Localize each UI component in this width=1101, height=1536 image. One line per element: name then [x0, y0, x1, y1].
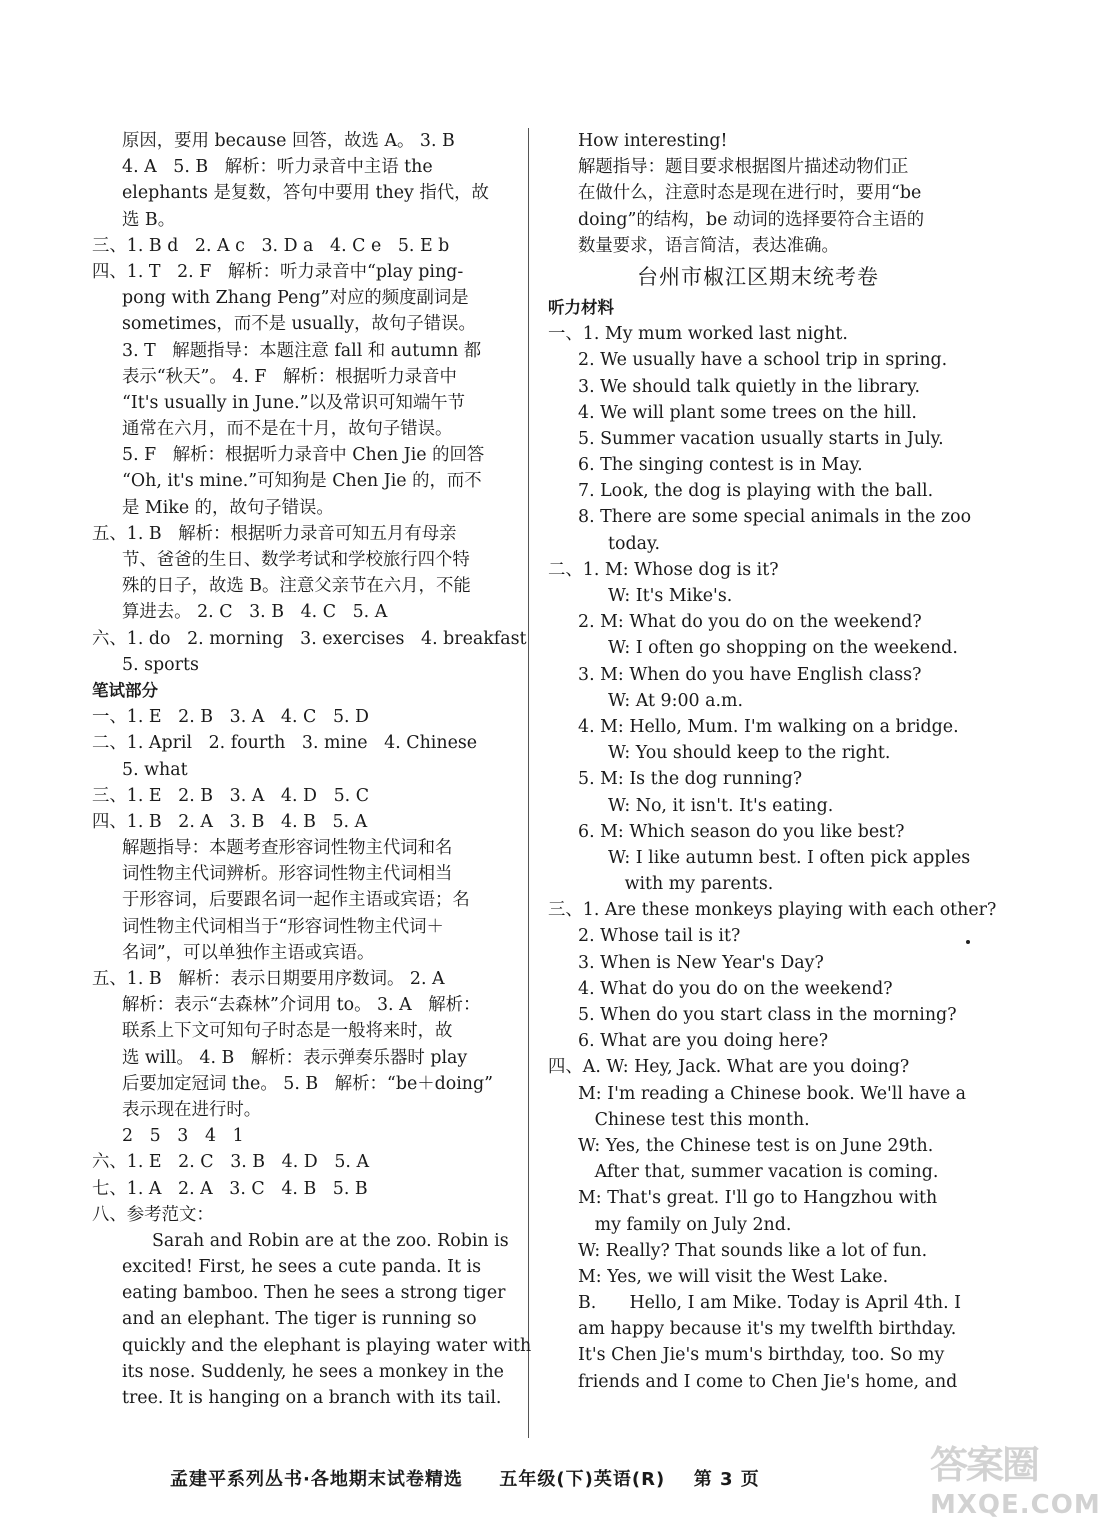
text-line: 通常在六月，而不是在十月，故句子错误。: [122, 419, 453, 440]
text-line: 五、1. B 解析：根据听力录音可知五月有母亲: [92, 523, 457, 544]
text-line: sometimes，而不是 usually，故句子错误。: [122, 314, 476, 335]
text-line: 殊的日子，故选 B。注意父亲节在六月，不能: [122, 576, 471, 597]
text-line: 5. what: [122, 759, 188, 780]
text-line: 四、1. T 2. F 解析：听力录音中“play ping-: [92, 261, 464, 282]
watermark-bottom: MXQE.COM: [930, 1490, 1101, 1520]
text-line: W: I often go shopping on the weekend.: [608, 638, 958, 659]
text-line: elephants 是复数，答句中要用 they 指代，故: [122, 183, 489, 204]
footer-page-number: 第 3 页: [693, 1469, 760, 1490]
text-line: 后要加定冠词 the。 5. B 解析：“be＋doing”: [122, 1073, 494, 1094]
watermark-top: 答案圈: [930, 1443, 1039, 1487]
text-line: am happy because it's my twelfth birthday.: [578, 1319, 957, 1340]
text-line: 4. What do you do on the weekend?: [578, 978, 893, 999]
text-line: W: At 9:00 a.m.: [608, 690, 744, 711]
text-line: 3. When is New Year's Day?: [578, 952, 824, 973]
text-line: eating bamboo. Then he sees a strong tiger: [122, 1283, 506, 1304]
text-line: 5. Summer vacation usually starts in July.: [578, 428, 944, 449]
text-line: W: You should keep to the right.: [608, 743, 891, 764]
text-line: W: Yes, the Chinese test is on June 29th.: [578, 1135, 934, 1156]
text-line: 词性物主代词辨析。形容词性物主代词相当: [122, 864, 453, 885]
text-line: 词性物主代词相当于“形容词性物主代词＋: [122, 916, 444, 937]
text-line: 是 Mike 的，故句子错误。: [122, 497, 334, 518]
text-line: pong with Zhang Peng”对应的频度副词是: [122, 288, 469, 309]
text-line: W: I like autumn best. I often pick apples: [608, 847, 971, 868]
text-line: and an elephant. The tiger is running so: [122, 1309, 477, 1330]
text-line: my family on July 2nd.: [578, 1214, 792, 1235]
text-line: 解题指导：本题考查形容词性物主代词和名: [122, 838, 453, 859]
text-line: 四、1. B 2. A 3. B 4. B 5. A: [92, 811, 368, 832]
left-column: [92, 128, 532, 1411]
text-line: 三、1. Are these monkeys playing with each other?: [548, 900, 997, 921]
text-line: 选 B。: [122, 209, 176, 230]
footer-series: 孟建平系列丛书·各地期末试卷精选: [170, 1469, 463, 1490]
text-line: 2 5 3 4 1: [122, 1126, 244, 1147]
text-line: 原因，要用 because 回答，故选 A。 3. B: [122, 131, 455, 151]
text-line: 7. Look, the dog is playing with the ball.: [578, 481, 934, 502]
text-line: 6. M: Which season do you like best?: [578, 821, 905, 842]
text-line: 6. The singing contest is in May.: [578, 455, 863, 476]
text-line: 解析：表示“去森林”介词用 to。 3. A 解析：: [122, 995, 481, 1016]
text-line: 八、参考范文：: [92, 1204, 214, 1225]
text-line: its nose. Suddenly, he sees a monkey in the: [122, 1361, 504, 1382]
text-line: 3. T 解题指导：本题注意 fall 和 autumn 都: [122, 340, 482, 361]
text-line: 一、1. E 2. B 3. A 4. C 5. D: [92, 707, 370, 728]
text-line: tree. It is hanging on a branch with its tail.: [122, 1388, 502, 1408]
text-line: quickly and the elephant is playing water with: [122, 1335, 532, 1356]
text-line: today.: [608, 533, 661, 554]
text-line: 六、1. do 2. morning 3. exercises 4. breakfast: [92, 628, 527, 649]
text-line: M: That's great. I'll go to Hangzhou with: [578, 1188, 938, 1209]
text-line: 听力材料: [548, 297, 614, 317]
text-line: B. Hello, I am Mike. Today is April 4th. I: [578, 1293, 962, 1314]
text-line: with my parents.: [608, 874, 774, 895]
text-line: 4. M: Hello, Mum. I'm walking on a bridge.: [578, 716, 959, 737]
text-line: 算进去。 2. C 3. B 4. C 5. A: [122, 602, 388, 623]
text-line: doing”的结构，be 动词的选择要符合主语的: [578, 209, 925, 230]
text-line: 5. When do you start class in the morning?: [578, 1005, 957, 1025]
text-line: 2. We usually have a school trip in spring.: [578, 350, 948, 371]
text-line: 表示“秋天”。 4. F 解析：根据听力录音中: [122, 366, 457, 387]
text-line: “It's usually in June.”以及常识可知端午节: [122, 392, 466, 413]
text-line: 3. We should talk quietly in the library.: [578, 376, 921, 397]
text-line: 联系上下文可知句子时态是一般将来时，故: [122, 1021, 453, 1042]
footer-grade: 五年级(下)英语(R): [499, 1469, 666, 1490]
text-line: 表示现在进行时。: [122, 1099, 262, 1120]
text-line: 解题指导：题目要求根据图片描述动物们正: [578, 157, 909, 178]
text-line: 5. F 解析：根据听力录音中 Chen Jie 的回答: [122, 445, 485, 466]
text-line: 5. sports: [122, 654, 199, 675]
text-line: 于形容词，后要跟名词一起作主语或宾语；名: [122, 890, 470, 911]
text-line: 6. What are you doing here?: [578, 1031, 829, 1052]
text-line: 五、1. B 解析：表示日期要用序数词。 2. A: [92, 969, 445, 989]
text-line: 六、1. E 2. C 3. B 4. D 5. A: [92, 1152, 370, 1173]
page-footer: [170, 1465, 870, 1491]
right-column-top: [548, 128, 968, 259]
text-line: 2. Whose tail is it?: [578, 926, 741, 947]
text-line: How interesting!: [578, 131, 728, 151]
text-line: W: No, it isn't. It's eating.: [608, 795, 834, 816]
text-line: 3. M: When do you have English class?: [578, 664, 922, 685]
text-line: Sarah and Robin are at the zoo. Robin is: [152, 1230, 509, 1251]
text-line: 三、1. E 2. B 3. A 4. D 5. C: [92, 785, 370, 806]
text-line: M: I'm reading a Chinese book. We'll have a: [578, 1083, 967, 1104]
column-divider: [528, 128, 529, 1438]
text-line: 2. M: What do you do on the weekend?: [578, 612, 922, 633]
text-line: “Oh, it's mine.”可知狗是 Chen Jie 的，而不: [122, 471, 482, 492]
text-line: 二、1. April 2. fourth 3. mine 4. Chinese: [92, 733, 478, 754]
stray-dot: [966, 940, 970, 944]
text-line: 在做什么，注意时态是现在进行时，要用“be: [578, 183, 922, 204]
text-line: excited! First, he sees a cute panda. It is: [122, 1257, 481, 1278]
text-line: 5. M: Is the dog running?: [578, 769, 803, 790]
text-line: 4. We will plant some trees on the hill.: [578, 402, 917, 423]
text-line: 名词”，可以单独作主语或宾语。: [122, 942, 375, 963]
text-line: 二、1. M: Whose dog is it?: [548, 559, 779, 580]
text-line: W: It's Mike's.: [608, 586, 733, 606]
text-line: 数量要求，语言简洁，表达准确。: [578, 235, 839, 256]
text-line: 4. A 5. B 解析：听力录音中主语 the: [122, 157, 433, 178]
text-line: After that, summer vacation is coming.: [578, 1162, 939, 1183]
text-line: 一、1. My mum worked last night.: [548, 324, 848, 345]
right-column: [548, 128, 997, 1395]
watermark-logo: [930, 1440, 1101, 1525]
text-line: 8. There are some special animals in the zoo: [578, 507, 972, 528]
text-line: friends and I come to Chen Jie's home, and: [578, 1371, 958, 1392]
text-line: 选 will。 4. B 解析：表示弹奏乐器时 play: [122, 1047, 468, 1068]
right-column-bottom: [548, 295, 997, 1395]
section-title: 台州市椒江区期末统考卷: [637, 264, 879, 289]
text-line: Chinese test this month.: [578, 1109, 810, 1130]
text-line: It's Chen Jie's mum's birthday, too. So my: [578, 1345, 945, 1366]
text-line: 节、爸爸的生日、数学考试和学校旅行四个特: [122, 550, 470, 570]
text-line: W: Really? That sounds like a lot of fun.: [578, 1240, 928, 1261]
text-line: 三、1. B d 2. A c 3. D a 4. C e 5. E b: [92, 235, 450, 256]
text-line: 四、A. W: Hey, Jack. What are you doing?: [548, 1057, 910, 1078]
text-line: 笔试部分: [92, 680, 158, 700]
text-line: 七、1. A 2. A 3. C 4. B 5. B: [92, 1178, 368, 1199]
text-line: M: Yes, we will visit the West Lake.: [578, 1266, 889, 1287]
